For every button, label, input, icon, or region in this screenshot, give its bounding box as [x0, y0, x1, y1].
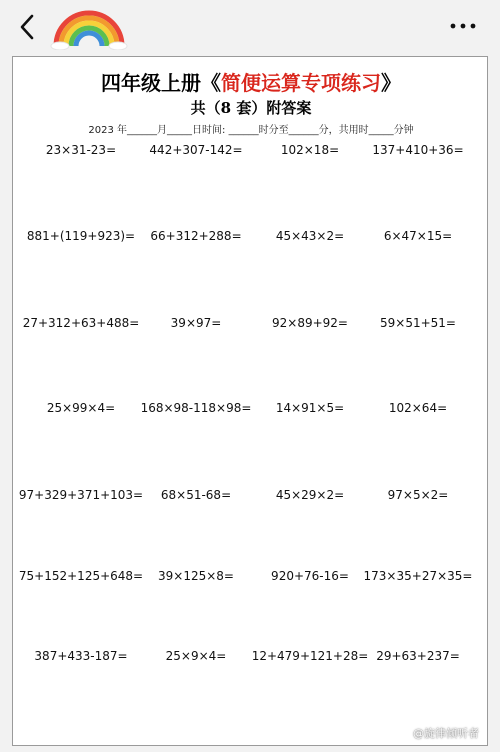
problem-item: 387+433-187=	[34, 649, 128, 663]
problem-item: 6×47×15=	[383, 229, 453, 243]
problem-item: 75+152+125+648=	[18, 569, 144, 583]
watermark: @旋律倾听者	[413, 727, 479, 740]
problem-item: 27+312+63+488=	[22, 316, 140, 330]
top-bar	[0, 0, 500, 56]
worksheet-title	[13, 67, 488, 96]
back-button[interactable]	[12, 10, 42, 44]
problem-item: 29+63+237=	[376, 649, 460, 663]
problem-item: 97×5×2=	[387, 488, 449, 502]
problem-item: 25×9×4=	[165, 649, 227, 663]
title-main: 简便运算专项练习	[221, 71, 381, 95]
more-horizontal-icon	[450, 23, 476, 29]
problem-item: 102×64=	[388, 401, 448, 415]
problem-item: 45×29×2=	[275, 488, 345, 502]
more-options-button[interactable]	[446, 14, 480, 38]
problem-item: 66+312+288=	[150, 229, 242, 243]
problem-item: 14×91×5=	[275, 401, 345, 415]
problem-item: 39×125×8=	[158, 569, 234, 583]
problem-item: 881+(119+923)=	[26, 229, 136, 243]
problem-item: 25×99×4=	[46, 401, 116, 415]
problem-item: 59×51+51=	[380, 316, 456, 330]
problem-item: 97+329+371+103=	[18, 488, 144, 502]
date-time-line: 2023 年______月_____日时间: ______时分至______分，共用时_____分钟	[88, 125, 414, 136]
problem-item: 168×98-118×98=	[140, 401, 252, 415]
worksheet-subtitle: 共（8 套）附答案	[190, 99, 312, 117]
problem-item: 45×43×2=	[275, 229, 345, 243]
problem-item: 39×97=	[170, 316, 222, 330]
problem-item: 12+479+121+28=	[251, 649, 369, 663]
rainbow-icon	[50, 6, 128, 50]
problem-item: 68×51-68=	[160, 488, 232, 502]
problem-item: 920+76-16=	[271, 569, 349, 583]
problem-item: 23×31-23=	[45, 143, 117, 157]
chevron-left-icon	[19, 14, 35, 40]
worksheet	[12, 56, 488, 746]
problem-item: 442+307-142=	[149, 143, 243, 157]
title-prefix: 四年级上册《	[101, 71, 221, 95]
problem-item: 137+410+36=	[372, 143, 464, 157]
problem-item: 173×35+27×35=	[363, 569, 473, 583]
title-suffix: 》	[381, 71, 401, 95]
problem-item: 102×18=	[280, 143, 340, 157]
problem-item: 92×89+92=	[272, 316, 348, 330]
